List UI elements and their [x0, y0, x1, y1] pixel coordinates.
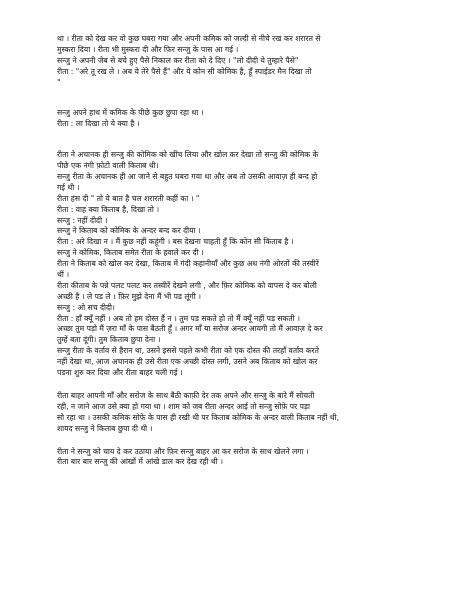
- text-line: अच्छा तुम पड़ो मैं ज़रा माँ के पास बैठती हूँ । अगर माँ या सरोज अन्दर आयगी तो मैं आवाज़ दे कर: [57, 324, 323, 334]
- text-line: मुस्करा दिया । रीता भी मुस्करा दी और फ़िर सन्जु के पास आ गई ।: [57, 44, 239, 54]
- text-line: अच्छी है । ले पड ले । फ़िर मुझे देना मैं भी पड लूंगी ।: [57, 291, 202, 301]
- paragraph-spacer: [57, 88, 438, 108]
- text-line: था । रीता को देख कर वो कुछ घबरा गया और अपनी कमिक को जल्दी से नीचे रख कर शरारत से: [57, 34, 321, 43]
- text-line: रीता : ला दिखा तो ये क्या है ।: [57, 119, 140, 129]
- text-line: रीता बार बार सन्जु की आंखों में आंखे डाल कर देख रही थी ।: [57, 457, 224, 467]
- text-line: ": [57, 77, 61, 87]
- text-line: सो रहा था । उसकी कमिक सोफ़े के पास ही रखी थी पर किताब कोमिक के अन्दर वाली किताब नहीं थी,: [57, 412, 340, 422]
- text-line: सन्जु : नहीं दीदी ।: [57, 215, 108, 225]
- text-line: रीता ने सन्जु को चाय दे कर उठाया और फ़िर सन्जु बाहर आ कर सरोज के साथ खेलने लगा ।: [57, 446, 309, 456]
- text-line: नहीं देखा था, आज अचानक ही उसे रीता एक अच्छी दोस्त लगी, उसने अब किताब को खोल कर: [57, 357, 318, 367]
- paragraph-5: [57, 391, 438, 435]
- paragraph-6: [57, 447, 438, 469]
- text-line: सन्जु रीता के अचानक ही आ जाने से बहुत घबरा गया था और अब तो उसकी आवाज़ ही बन्द हो: [57, 172, 318, 182]
- paragraph-4: [57, 150, 438, 379]
- text-line: रही, न जाने आज उसे क्या हो गया था । शाम को जब रीता अन्दर आई तो सन्जु सोफ़े पर पड़ा: [57, 401, 310, 411]
- text-line: रीता बाहर आपनी माँ और सरोज के साथ बैठी काफ़ी देर तक अपने और सन्जु के बारे मैं सोचती: [57, 390, 315, 400]
- paragraph-3: [57, 108, 438, 130]
- text-line: रीता कीताब के पन्ने पलट पलट कर तस्वीरें देखने लगी , और फ़िर कोमिक को वापस दे कर बोली: [57, 280, 317, 290]
- paragraph-2: [57, 78, 438, 89]
- paragraph-spacer: [57, 435, 438, 447]
- text-line: तुम्हें बता दूंगी। तुम किताब छुपा देना ।: [57, 335, 161, 345]
- text-line: रीता : "अरे तू रख ले । अब ये तेरे पैसे हैं" और ये कोन सी कोमिक है, हूँ स्पाईडर मैन दिखा तो: [57, 66, 312, 76]
- text-line: सन्जु ने अपनी जेब से बचे हुए पैसे निकाल कर रीता को दे दिए । "लो दीदी ये तुम्हारे पैसे": [57, 55, 299, 65]
- text-line: सन्जु ने कोमिक, किताब समेत रीता के हवाले कर दी ।: [57, 248, 204, 258]
- text-line: रीता : वाह क्या किताब है, दिखा तो ।: [57, 204, 160, 214]
- text-line: रीता हंस दी " तो ये बात है चल शरारती कहीं का । ": [57, 193, 200, 203]
- text-line: सन्जु ने किताब को कोमिक के अन्दर बन्द कर दीया ।: [57, 226, 201, 236]
- text-line: रीता : हाँ क्यूँ नहीं । अब तो हम दोस्त हैं न । तुम पड सकते हो तो मैं क्यूँ नहीं पड सकती ।: [57, 313, 300, 323]
- text-line: सन्जु रीता के वर्ताव से हैरान था, उसने इससे पहले कभी रीता को एक दोस्त की तरहाँ वर्ताव करते: [57, 346, 319, 356]
- text-line: शायद सन्जु ने किताब छुपा दी थी ।: [57, 423, 153, 433]
- text-line: थीं ।: [57, 270, 70, 280]
- text-line: पडना शुरु कर दिया और रीता बाहर चली गई ।: [57, 368, 183, 378]
- paragraph-spacer: [57, 379, 438, 391]
- text-line: गई थी ।: [57, 182, 80, 192]
- text-line: रीता ने अचानक ही सन्जु की कोमिक को खींच लिया और खोल कर देखा तो सन्जु की कोमिक के: [57, 150, 319, 160]
- paragraph-1: [57, 34, 438, 78]
- paragraph-spacer: [57, 130, 438, 150]
- text-line: सन्जु : ओ सच दीदी।: [57, 302, 115, 312]
- text-line: रीता : अरे दिखा न । मैं कुछ नहीं कहूंगी । बस देखना चाहती हूँ कि कोन सी किताब है ।: [57, 237, 294, 247]
- text-line: सन्जु अपने हाथ में कमिक के पीछे कुछ छुपा रहा था ।: [57, 108, 204, 118]
- text-line: पीछे एक नंगी फ़ोटो वाली किताब थी।: [57, 161, 159, 171]
- text-line: रीता ने किताब को खोल कर देखा, किताब में गंदी कहानीयाँ और कुछ अध नंगी ओरतों की तस्वीरें: [57, 259, 319, 269]
